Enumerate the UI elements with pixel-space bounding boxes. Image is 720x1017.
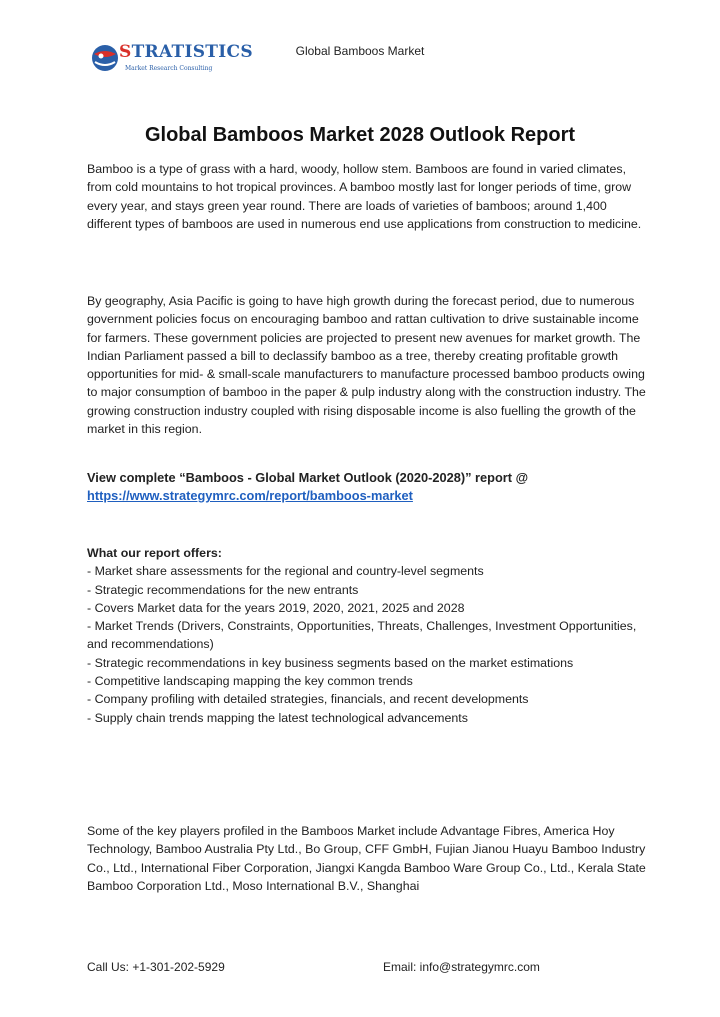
cta-text: View complete “Bamboos - Global Market Outlook (2020-2028)” report @	[87, 470, 529, 485]
list-item: - Strategic recommendations in key business segments based on the market estimations	[87, 655, 574, 670]
geography-paragraph: By geography, Asia Pacific is going to have high growth during the forecast period, due to numerous government policies focus on encouraging bamboo and rattan cultivation to drive sustainable income for farmers. These government policies are projected to present new avenues for market growth. The Indian Parliament passed a bill to declassify bamboo as a tree, thereby creating profitable growth opportunities for mid- & small-scale manufacturers to manufacture processed bamboo products owing to major consumption of bamboo in the paper & pulp industry along with the construction industry. The growing construction industry coupled with rising disposable income is also fuelling the growth of the market in this region.	[87, 294, 646, 437]
report-cta	[87, 469, 647, 506]
list-item: - Competitive landscaping mapping the key common trends	[87, 674, 413, 689]
page-header-title: Global Bamboos Market	[295, 44, 425, 58]
list-item: - Supply chain trends mapping the latest technological advancements	[87, 710, 468, 725]
list-item: - Covers Market data for the years 2019, 2020, 2021, 2025 and 2028	[87, 600, 465, 615]
list-item: - Strategic recommendations for the new entrants	[87, 582, 359, 597]
list-item: - Market share assessments for the regional and country-level segments	[87, 564, 484, 579]
report-link[interactable]: https://www.strategymrc.com/report/bamboos-market	[87, 488, 413, 504]
intro-paragraph: Bamboo is a type of grass with a hard, woody, hollow stem. Bamboos are found in varied climates, from cold mountains to hot tropical provinces. A bamboo mostly last for longer periods of time, grow every year, and stays green year round. There are loads of varieties of bamboos; around 1,400 different types of bamboos are used in numerous end use applications from construction to medicine.	[87, 162, 642, 231]
list-item: - Market Trends (Drivers, Constraints, Opportunities, Threats, Challenges, Investment Opportunities, and recommendations)	[87, 619, 637, 652]
document-title: Global Bamboos Market 2028 Outlook Report	[144, 124, 576, 146]
globe-logo-icon	[89, 42, 121, 74]
footer-email: Email: info@strategymrc.com	[383, 960, 540, 974]
logo-wordmark: STRATISTICS	[119, 42, 253, 62]
footer-phone: Call Us: +1-301-202-5929	[87, 960, 225, 974]
report-offers-section	[87, 544, 647, 727]
offers-heading: What our report offers:	[87, 546, 222, 560]
logo-tagline: Market Research Consulting	[125, 65, 213, 72]
company-logo	[89, 40, 253, 76]
list-item: - Company profiling with detailed strategies, financials, and recent developments	[87, 692, 529, 707]
key-players-paragraph: Some of the key players profiled in the Bamboos Market include Advantage Fibres, America Hoy Technology, Bamboo Australia Pty Ltd., Bo Group, CFF GmbH, Fujian Jianou Huayu Bamboo Industry Co., Ltd., International Fiber Corporation, Jiangxi Kangda Bamboo Ware Group Co., Ltd., Kerala State Bamboo Corporation Ltd., Moso International B.V., Shanghai	[87, 824, 646, 893]
